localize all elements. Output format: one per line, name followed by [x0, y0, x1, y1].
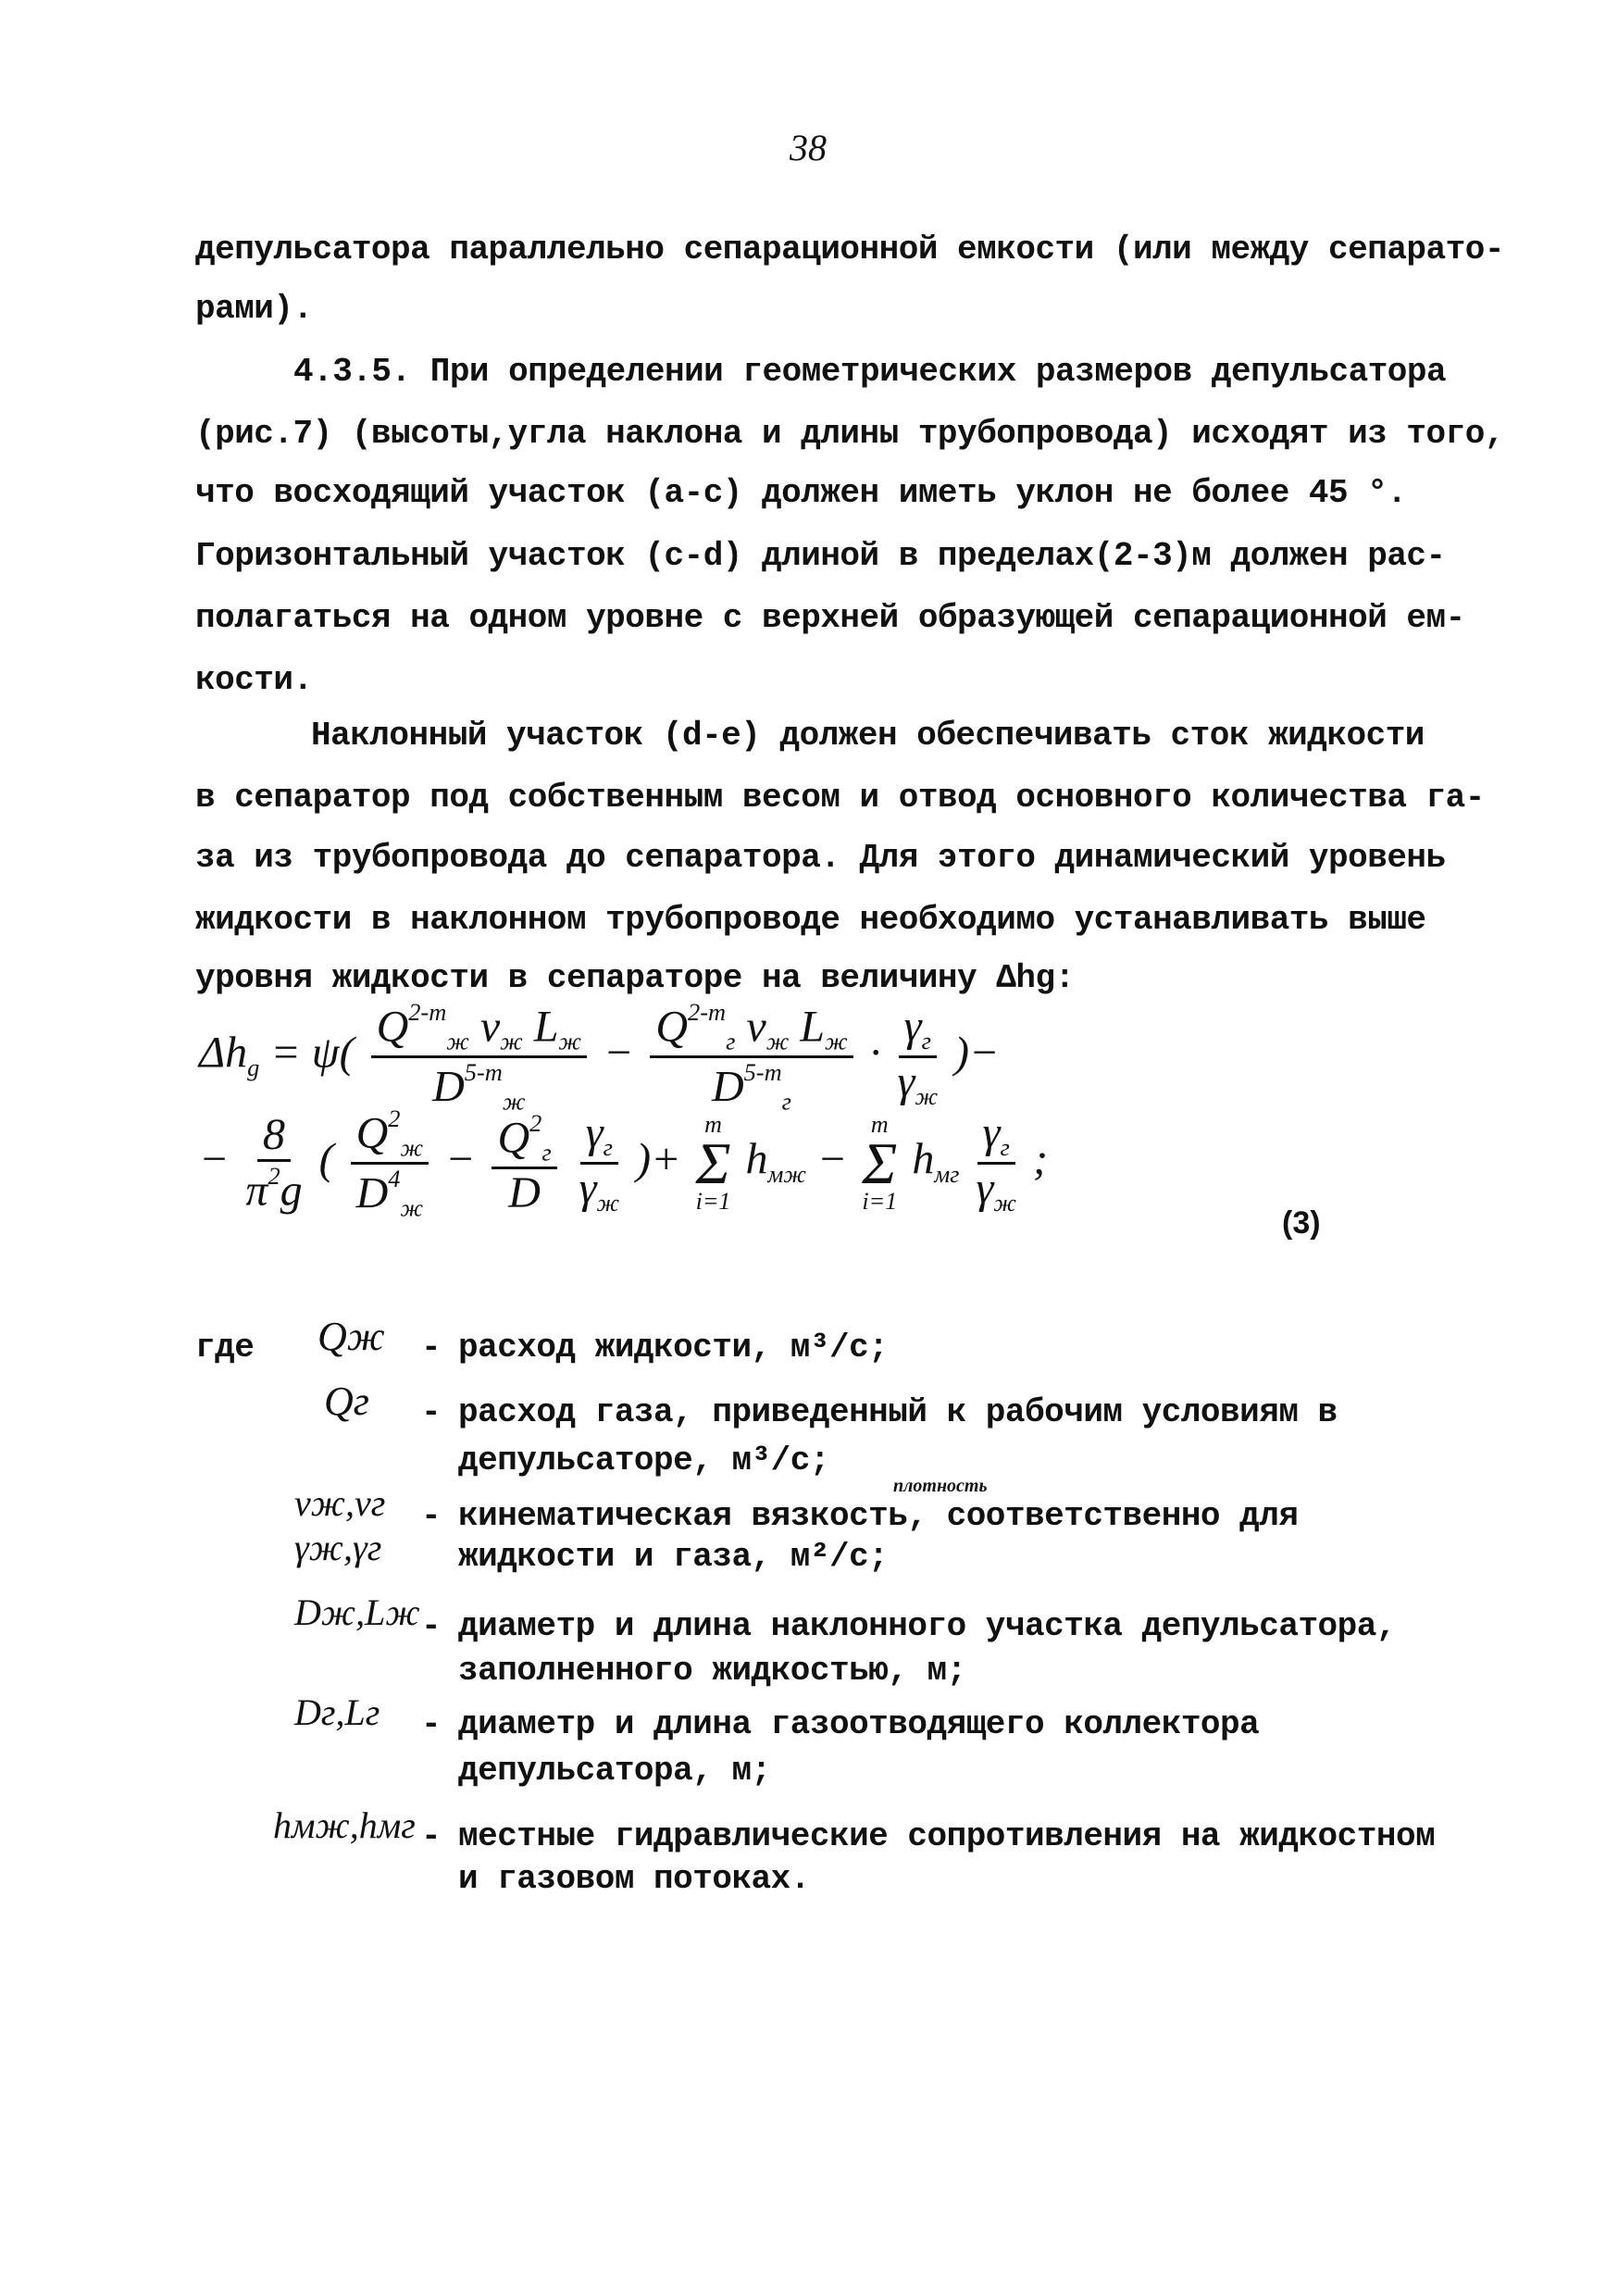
formula-psi: ψ(	[311, 1028, 355, 1078]
paragraph-3-line-1: Наклонный участок (d-е) должен обеспечивать сток жидкости	[311, 717, 1425, 755]
paragraph-2-line-1: 4.3.5. При определении геометрических размеров депульсатора	[293, 353, 1447, 391]
formula-lhs: Δh	[199, 1028, 248, 1078]
definition-text: кинематическая вязкость, соответственно для	[458, 1497, 1299, 1535]
paragraph-2-line-4: Горизонтальный участок (с-d) длиной в пределах(2-3)м должен рас-	[195, 537, 1446, 575]
formula-dot: ·	[869, 1028, 881, 1078]
formula-h-liquid-sub: мж	[767, 1159, 806, 1188]
definition-symbol-h-local: hмж,hмг	[273, 1804, 416, 1846]
formula-close-paren: )+	[636, 1134, 681, 1184]
definition-text: и газовом потоках.	[458, 1860, 810, 1898]
definition-symbol-d-gas: Dг,Lг	[294, 1691, 380, 1733]
formula-lhs-sub: g	[247, 1053, 260, 1081]
definition-dash: -	[421, 1607, 442, 1645]
formula-equals: =	[270, 1028, 301, 1078]
formula-fraction-liquid: $\frac{Q^{2-m}_ж \nu_ж L_ж}{D^{5-m}_ж}$	[371, 1000, 587, 1114]
formula-fraction-liquid-flow: $\frac{Q^2_ж}{D^4_ж}$	[351, 1106, 429, 1220]
definition-dash: -	[421, 1817, 442, 1855]
formula-minus: −	[445, 1134, 476, 1184]
definition-dash: -	[421, 1329, 442, 1366]
paragraph-2-line-3: что восходящий участок (а-с) должен иметь уклон не более 45 °.	[195, 474, 1407, 512]
formula-h-gas: h	[912, 1134, 935, 1184]
definition-text: заполненного жидкостью, м;	[458, 1652, 966, 1690]
paragraph-1-line-1: депульсатора параллельно сепарационной емкости (или между сепарато-	[195, 231, 1504, 268]
formula-row-2	[199, 1106, 1048, 1220]
definition-text: депульсатора, м;	[458, 1752, 771, 1790]
definition-text: депульсаторе, м³/с;	[458, 1441, 829, 1479]
formula-h-liquid: h	[745, 1134, 768, 1184]
formula-minus: −	[199, 1134, 230, 1184]
formula-fraction-coefficient: $\frac{8}{\pi^2g}$	[245, 1110, 303, 1216]
definition-dash: -	[421, 1393, 442, 1431]
formula-semicolon: ;	[1032, 1134, 1048, 1184]
formula-close-paren: )−	[954, 1028, 1000, 1078]
definition-symbol-q-gas: Qг	[324, 1379, 369, 1424]
definition-text: местные гидравлические сопротивления на жидкостном	[458, 1817, 1436, 1855]
definition-text: диаметр и длина газоотводящего коллектора	[458, 1705, 1260, 1743]
definition-symbol-density: γж,γг	[294, 1527, 382, 1568]
formula-minus: −	[816, 1134, 848, 1184]
definitions-intro: где	[195, 1329, 255, 1366]
formula-fraction-density: $\frac{\gamma_г}{\gamma_ж}$	[579, 1108, 620, 1217]
definition-symbol-viscosity: νж,νг	[294, 1482, 386, 1524]
formula-fraction-gas: $\frac{Q^{2-m}_г \nu_ж L_ж}{D^{5-m}_г}$	[650, 1000, 853, 1114]
definition-dash: -	[421, 1497, 442, 1535]
formula-minus: −	[603, 1028, 634, 1078]
handwritten-insert: плотность	[893, 1476, 988, 1496]
paragraph-3-line-3: за из трубопровода до сепаратора. Для этого динамический уровень	[195, 839, 1446, 877]
definition-text: расход газа, приведенный к рабочим условиям в	[458, 1393, 1338, 1431]
formula-fraction-density: $\frac{\gamma_г}{\gamma_ж}$	[897, 1002, 939, 1111]
definition-text: расход жидкости, м³/с;	[458, 1329, 889, 1366]
formula-fraction-gas-flow: $\frac{Q^2_г}{D}$	[492, 1111, 556, 1216]
paragraph-2-line-6: кости.	[195, 661, 313, 699]
formula-row-1	[199, 1000, 999, 1114]
formula-fraction-density: $\frac{\gamma_г}{\gamma_ж}$	[976, 1108, 1016, 1217]
paragraph-3-line-5: уровня жидкости в сепараторе на величину Δhg:	[195, 959, 1075, 997]
definition-text: диаметр и длина наклонного участка депульсатора,	[458, 1607, 1396, 1645]
formula-h-gas-sub: мг	[934, 1159, 960, 1188]
definition-symbol-q-liquid: Qж	[317, 1314, 385, 1359]
paragraph-3-line-2: в сепаратор под собственным весом и отвод основного количества га-	[195, 779, 1485, 817]
definition-symbol-d-liquid: Dж,Lж	[294, 1591, 420, 1633]
paragraph-2-line-2: (рис.7) (высоты,угла наклона и длины трубопровода) исходят из того,	[195, 415, 1504, 453]
formula-sum-gas: m Σ i=1	[862, 1110, 898, 1216]
formula-open-paren: (	[318, 1134, 334, 1184]
paragraph-3-line-4: жидкости в наклонном трубопроводе необходимо устанавливать выше	[195, 901, 1426, 939]
paragraph-2-line-5: полагаться на одном уровне с верхней образующей сепарационной ем-	[195, 599, 1465, 637]
definition-dash: -	[421, 1705, 442, 1743]
page-number: 38	[790, 127, 827, 168]
formula-sum-liquid: m Σ i=1	[695, 1110, 731, 1216]
paragraph-1-line-2: рами).	[195, 290, 313, 328]
definition-text: жидкости и газа, м²/с;	[458, 1538, 889, 1576]
equation-number: (3)	[1282, 1205, 1321, 1241]
